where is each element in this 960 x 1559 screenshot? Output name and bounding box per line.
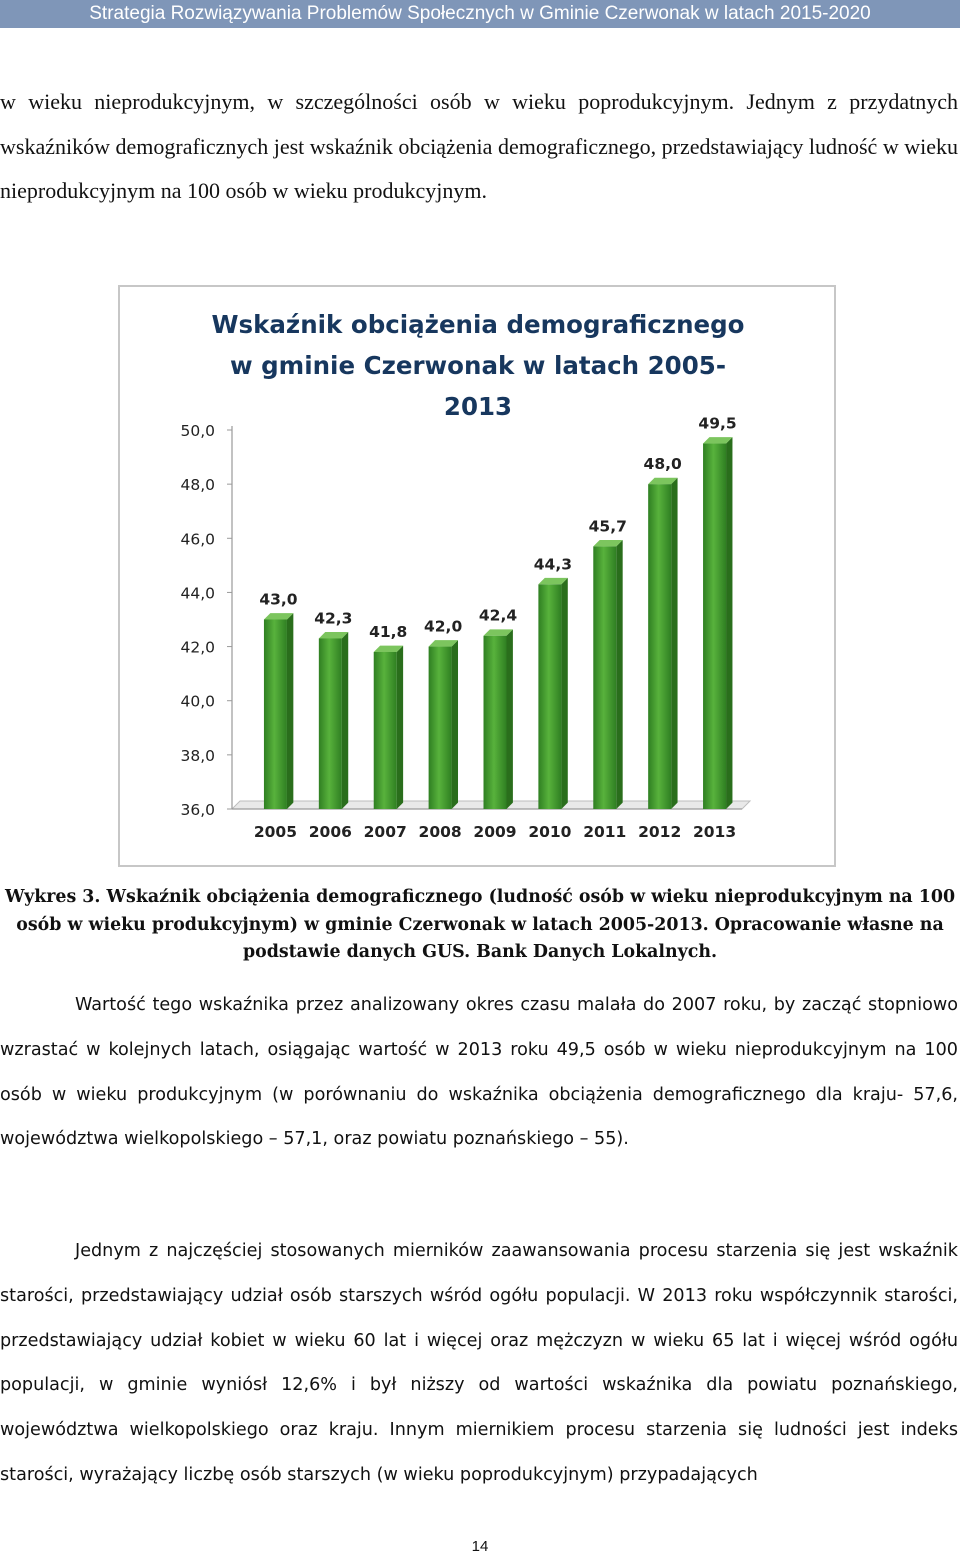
bar-2008 <box>429 640 458 809</box>
bar-2009 <box>484 629 513 809</box>
chart-title <box>212 310 745 421</box>
y-tick-label: 48,0 <box>180 476 215 495</box>
x-tick-label: 2009 <box>473 823 517 841</box>
value-label: 42,0 <box>423 617 463 636</box>
x-tick-label: 2005 <box>253 823 298 841</box>
value-label: 43,0 <box>259 590 298 609</box>
bar-2010 <box>538 578 567 809</box>
bar-front <box>429 647 452 809</box>
bar-front <box>484 636 507 809</box>
bar-front <box>703 444 726 809</box>
bar-2006 <box>319 632 348 809</box>
chart-title-line: 2013 <box>443 392 513 421</box>
value-label: 44,3 <box>533 555 573 574</box>
chart-title-line: w gminie Czerwonak w latach 2005- <box>229 351 727 380</box>
bar-side <box>671 478 677 809</box>
bar-front <box>264 620 287 810</box>
bar-side <box>397 646 403 809</box>
bar-side <box>561 578 567 809</box>
value-label: 41,8 <box>369 622 408 641</box>
bar-side <box>507 629 513 809</box>
value-label: 49,5 <box>698 414 737 433</box>
chart-frame <box>118 285 836 867</box>
x-tick-label: 2007 <box>363 823 407 841</box>
bar-front <box>593 546 616 809</box>
bar-2013 <box>703 437 732 809</box>
paragraph-intro: w wieku nieprodukcyjnym, w szczególności osób w wieku poprodukcyjnym. Jednym z przydatnych wskaźników demograficznych jest wskaźnik obciążenia demograficznego, przedstawiający ludność w wieku nieprodukcyjnym na 100 osób w wieku produkcyjnym. <box>0 89 958 203</box>
value-label: 45,7 <box>588 517 627 536</box>
x-tick-label: 2013 <box>692 823 737 841</box>
x-tick-label: 2006 <box>308 823 352 841</box>
paragraph-value-description: Wartość tego wskaźnika przez analizowany okres czasu malała do 2007 roku, by zacząć stopniowo wzrastać w kolejnych latach, osiągając wartość w 2013 roku 49,5 osób w wieku nieprodukcyjnym na 100 osób w wieku produkcyjnym (w porównaniu do wskaźnika obciążenia demograficznego dla kraju- 57,6, województwa wielkopolskiego – 57,1, oraz powiatu poznańskiego – 55). <box>0 995 958 1150</box>
x-tick-labels <box>254 823 736 841</box>
y-tick-label: 50,0 <box>180 422 215 440</box>
bar-front <box>538 584 561 809</box>
y-tick-labels <box>180 422 232 819</box>
running-header: Strategia Rozwiązywania Problemów Społecznych w Gminie Czerwonak w latach 2015-2020 <box>0 0 960 28</box>
y-tick-label: 44,0 <box>180 584 215 603</box>
bar-2011 <box>593 540 622 809</box>
bar-2007 <box>374 646 403 809</box>
bar-side <box>616 540 622 809</box>
value-label: 48,0 <box>643 455 682 474</box>
y-tick-label: 36,0 <box>180 801 215 819</box>
paragraph-aging-index: Jednym z najczęściej stosowanych mierników zaawansowania procesu starzenia się jest wskaźnik starości, przedstawiający udział osób starszych wśród ogółu populacji. W 2013 roku współczynnik starości, przedstawiający udział kobiet w wieku 60 lat i więcej oraz mężczyzn w wieku 65 lat i więcej wśród ogółu populacji, w gminie wyniósł 12,6% i był niższy od wartości wskaźnika dla powiatu poznańskiego, województwa wielkopolskiego oraz kraju. Innym miernikiem procesu starzenia się ludności jest indeks starości, wyrażający liczbę osób starszych (w wieku poprodukcyjnym) przypadających <box>0 1241 958 1485</box>
bar-front <box>374 652 397 809</box>
y-tick-label: 40,0 <box>180 692 215 711</box>
bar-2012 <box>648 478 677 809</box>
figure-caption: Wykres 3. Wskaźnik obciążenia demograficznego (ludność osób w wieku nieprodukcyjnym na 100 osób w wieku produkcyjnym) w gminie Czerwonak w latach 2005-2013. Opracowanie własne na podstawie danych GUS. Bank Danych Lokalnych. <box>4 887 956 962</box>
chart-title-line: Wskaźnik obciążenia demograficznego <box>211 310 745 339</box>
y-tick-label: 38,0 <box>180 746 215 765</box>
x-tick-label: 2010 <box>528 823 572 841</box>
bar-chart <box>120 287 834 865</box>
bar-front <box>319 638 342 809</box>
x-tick-label: 2012 <box>638 823 682 841</box>
y-tick-label: 46,0 <box>180 530 215 549</box>
page-number: 14 <box>471 1538 489 1555</box>
bar-2005 <box>264 613 293 809</box>
y-tick-label: 42,0 <box>180 638 215 657</box>
x-tick-label: 2008 <box>418 823 462 841</box>
x-tick-label: 2011 <box>583 823 627 841</box>
bar-side <box>726 437 732 809</box>
value-label: 42,4 <box>478 606 518 625</box>
value-label: 42,3 <box>314 609 353 628</box>
bar-side <box>342 632 348 809</box>
bar-side <box>287 613 293 809</box>
bar-front <box>648 484 671 809</box>
bar-side <box>452 640 458 809</box>
